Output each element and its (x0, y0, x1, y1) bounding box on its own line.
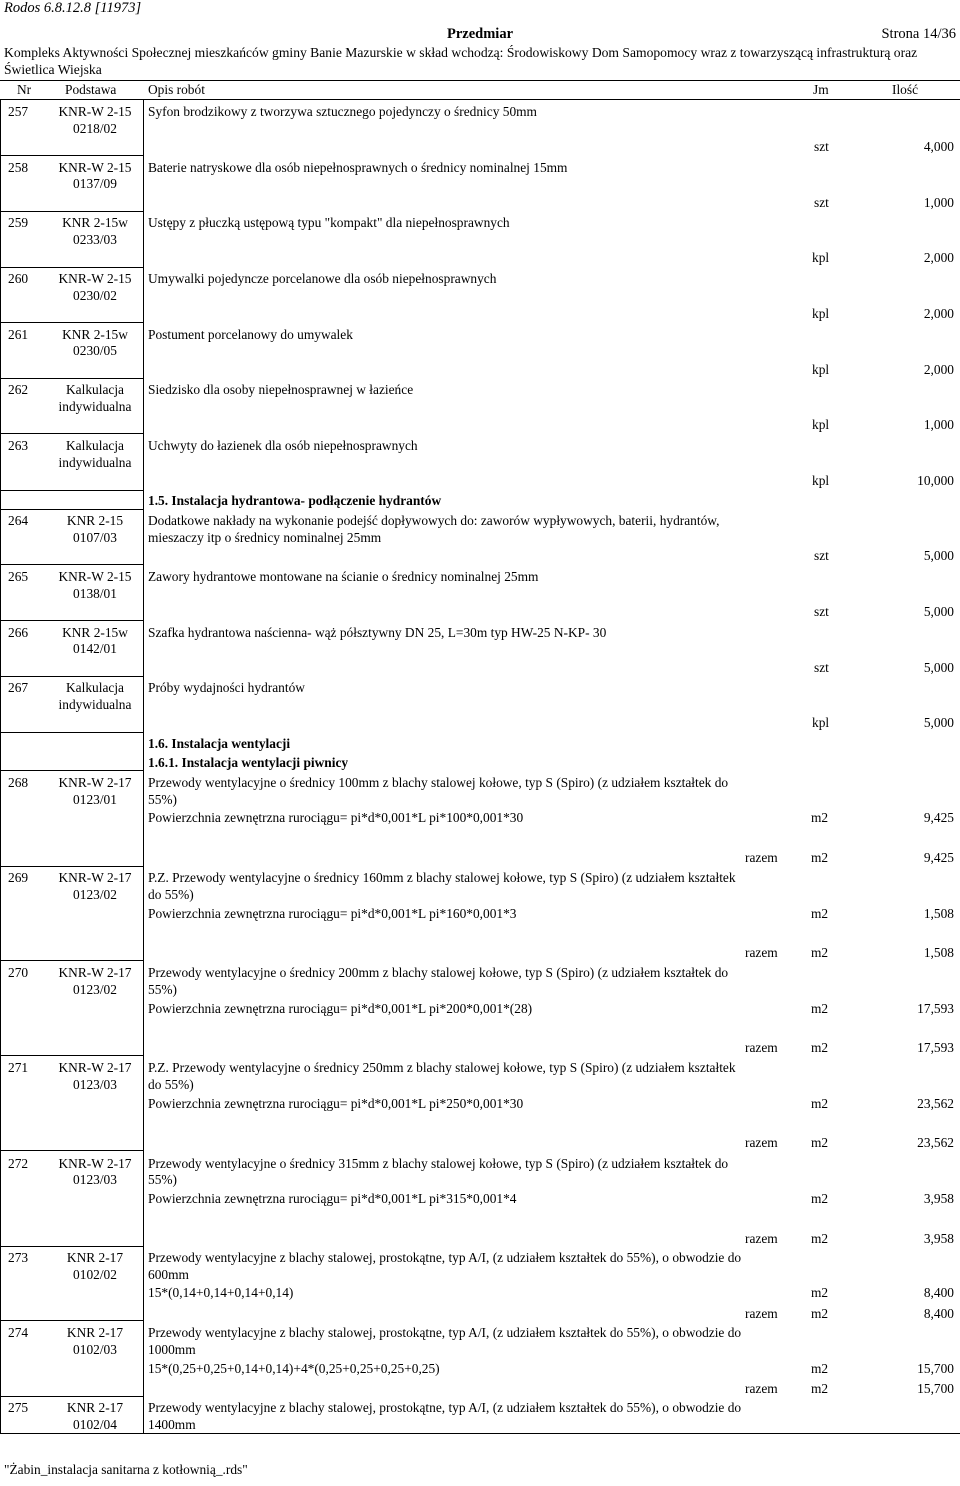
row-total-label: razem (745, 850, 778, 865)
row-calc-unit: m2 (811, 1285, 829, 1300)
row-nr: 267 (8, 680, 29, 695)
row-total-value: 8,400 (923, 1306, 954, 1321)
row-nr: 262 (8, 382, 29, 397)
row-quantity: 10,000 (917, 473, 954, 488)
row-description-cont: 1400mm (148, 1417, 196, 1432)
row-calculation: Powierzchnia zewnętrzna rurociągu= pi*d*0,001*L pi*160*0,001*3 (148, 906, 517, 921)
row-description-cont: 55%) (148, 1172, 178, 1187)
row-nr: 270 (8, 965, 29, 980)
header-top-rule (0, 80, 960, 81)
row-total-label: razem (745, 1306, 778, 1321)
column-header-nr: Nr (17, 82, 32, 97)
row-description-cont: 55%) (148, 982, 178, 997)
row-description-cont: do 55%) (148, 887, 194, 902)
row-unit: szt (814, 139, 829, 154)
row-calc-value: 9,425 (923, 810, 954, 825)
row-unit: kpl (812, 417, 830, 432)
row-podstawa-code: 0218/02 (73, 121, 117, 136)
row-nr: 272 (8, 1156, 29, 1171)
row-description-cont: do 55%) (148, 1077, 194, 1092)
row-description: Przewody wentylacyjne o średnicy 100mm z blachy stalowej kołowe, typ S (Spiro) (z udziałem kształtek do (148, 775, 729, 790)
row-podstawa-code: 0123/02 (73, 982, 117, 997)
row-quantity: 1,000 (923, 195, 954, 210)
row-podstawa: KNR 2-17 (66, 1250, 124, 1265)
row-podstawa: KNR 2-15 (66, 513, 124, 528)
column-header-ilosc: Ilość (892, 82, 919, 97)
row-total-label: razem (745, 1231, 778, 1246)
row-total-unit: m2 (811, 1040, 829, 1055)
row-quantity: 5,000 (923, 548, 954, 563)
row-calculation: Powierzchnia zewnętrzna rurociągu= pi*d*0,001*L pi*315*0,001*4 (148, 1191, 517, 1206)
row-total-value: 23,562 (917, 1135, 954, 1150)
row-calculation: 15*(0,14+0,14+0,14+0,14) (148, 1285, 294, 1300)
row-nr: 273 (8, 1250, 29, 1265)
row-total-value: 17,593 (917, 1040, 954, 1055)
row-nr: 263 (8, 438, 29, 453)
row-unit: kpl (812, 306, 830, 321)
row-description: Dodatkowe nakłady na wykonanie podejść dopływowych do: zaworów wypływowych, baterii, hydrantów, (148, 513, 720, 528)
row-podstawa-code: 0102/02 (73, 1267, 117, 1282)
row-podstawa-code: 0102/04 (73, 1417, 117, 1432)
row-calculation: Powierzchnia zewnętrzna rurociągu= pi*d*0,001*L pi*200*0,001*(28) (148, 1001, 533, 1016)
row-nr: 265 (8, 569, 29, 584)
row-description: Siedzisko dla osoby niepełnosprawnej w łazieńce (148, 382, 414, 397)
row-podstawa-code: 0142/01 (73, 641, 117, 656)
row-nr: 259 (8, 215, 29, 230)
row-calc-unit: m2 (811, 1001, 829, 1016)
row-description: Szafka hydrantowa naścienna- wąż półsztywny DN 25, L=30m typ HW-25 N-KP- 30 (148, 625, 607, 640)
row-total-unit: m2 (811, 1231, 829, 1246)
row-description: Zawory hydrantowe montowane na ścianie o średnicy nominalnej 25mm (148, 569, 539, 584)
row-nr: 271 (8, 1060, 29, 1075)
row-description: Syfon brodzikowy z tworzywa sztucznego pojedynczy o średnicy 50mm (148, 104, 537, 119)
row-total-unit: m2 (811, 1381, 829, 1396)
row-nr: 269 (8, 870, 29, 885)
row-podstawa: KNR-W 2-17 (58, 870, 132, 885)
row-total-value: 3,958 (923, 1231, 954, 1246)
row-podstawa: Kalkulacja (66, 438, 124, 453)
row-total-unit: m2 (811, 945, 829, 960)
row-podstawa: KNR 2-17 (66, 1400, 124, 1415)
row-nr: 261 (8, 327, 29, 342)
row-podstawa: KNR-W 2-17 (58, 1060, 132, 1075)
row-quantity: 2,000 (923, 306, 954, 321)
row-unit: kpl (812, 715, 830, 730)
row-podstawa: KNR 2-15w (62, 625, 128, 640)
row-podstawa: KNR-W 2-15 (58, 104, 132, 119)
row-unit: szt (814, 548, 829, 563)
section-heading-1-6-1: 1.6.1. Instalacja wentylacji piwnicy (148, 755, 349, 770)
row-podstawa-code: indywidualna (58, 399, 132, 414)
row-total-label: razem (745, 1135, 778, 1150)
row-calculation: Powierzchnia zewnętrzna rurociągu= pi*d*0,001*L pi*100*0,001*30 (148, 810, 524, 825)
row-description: Ustępy z płuczką ustępową typu "kompakt" dla niepełnosprawnych (148, 215, 510, 230)
page-number: Strona 14/36 (881, 26, 956, 42)
row-total-label: razem (745, 1381, 778, 1396)
row-quantity: 2,000 (923, 250, 954, 265)
row-podstawa: KNR-W 2-15 (58, 160, 132, 175)
row-podstawa-code: indywidualna (58, 697, 132, 712)
row-quantity: 5,000 (923, 604, 954, 619)
footer-filename: "Żabin_instalacja sanitarna z kotłownią_.rds" (4, 1462, 248, 1477)
row-unit: kpl (812, 362, 830, 377)
row-description: Przewody wentylacyjne o średnicy 200mm z blachy stalowej kołowe, typ S (Spiro) (z udziałem kształtek do (148, 965, 729, 980)
row-podstawa-code: 0102/03 (73, 1342, 117, 1357)
row-total-value: 9,425 (923, 850, 954, 865)
row-nr: 260 (8, 271, 29, 286)
row-unit: kpl (812, 473, 830, 488)
section-heading-1-5: 1.5. Instalacja hydrantowa- podłączenie hydrantów (148, 493, 442, 508)
row-calc-value: 15,700 (917, 1361, 954, 1376)
row-description-cont: mieszaczy itp o średnicy nominalnej 25mm (148, 530, 382, 545)
row-description: Baterie natryskowe dla osób niepełnosprawnych o średnicy nominalnej 15mm (148, 160, 568, 175)
project-title-line2: Świetlica Wiejska (4, 62, 102, 77)
row-quantity: 1,000 (923, 417, 954, 432)
row-description-cont: 600mm (148, 1267, 189, 1282)
row-podstawa: KNR-W 2-15 (58, 569, 132, 584)
document-title: Przedmiar (447, 26, 514, 42)
row-description-cont: 55%) (148, 792, 178, 807)
column-header-podstawa: Podstawa (65, 82, 117, 97)
row-podstawa: KNR 2-15w (62, 327, 128, 342)
row-podstawa-code: 0123/03 (73, 1077, 117, 1092)
row-quantity: 2,000 (923, 362, 954, 377)
row-podstawa: KNR 2-17 (66, 1325, 124, 1340)
row-total-value: 1,508 (923, 945, 954, 960)
row-podstawa-code: 0107/03 (73, 530, 117, 545)
row-description: Przewody wentylacyjne o średnicy 315mm z blachy stalowej kołowe, typ S (Spiro) (z udziałem kształtek do (148, 1156, 729, 1171)
row-podstawa-code: 0123/01 (73, 792, 117, 807)
section-heading-1-6: 1.6. Instalacja wentylacji (148, 736, 291, 751)
row-unit: kpl (812, 250, 830, 265)
row-unit: szt (814, 195, 829, 210)
row-calc-value: 3,958 (923, 1191, 954, 1206)
row-podstawa-code: 0230/02 (73, 288, 117, 303)
table-bottom-rule (0, 1433, 960, 1434)
row-nr: 275 (8, 1400, 29, 1415)
row-total-label: razem (745, 945, 778, 960)
row-calc-unit: m2 (811, 906, 829, 921)
row-podstawa: KNR-W 2-15 (58, 271, 132, 286)
row-description: Postument porcelanowy do umywalek (148, 327, 353, 342)
row-total-unit: m2 (811, 1306, 829, 1321)
row-podstawa: KNR-W 2-17 (58, 1156, 132, 1171)
row-calc-unit: m2 (811, 1096, 829, 1111)
row-podstawa-code: 0123/03 (73, 1172, 117, 1187)
row-podstawa: KNR-W 2-17 (58, 775, 132, 790)
row-calc-unit: m2 (811, 810, 829, 825)
row-nr: 266 (8, 625, 29, 640)
row-nr: 274 (8, 1325, 29, 1340)
row-description: Uchwyty do łazienek dla osób niepełnosprawnych (148, 438, 418, 453)
row-calculation: Powierzchnia zewnętrzna rurociągu= pi*d*0,001*L pi*250*0,001*30 (148, 1096, 524, 1111)
row-total-label: razem (745, 1040, 778, 1055)
row-unit: szt (814, 660, 829, 675)
row-podstawa: KNR-W 2-17 (58, 965, 132, 980)
row-description: P.Z. Przewody wentylacyjne o średnicy 160mm z blachy stalowej kołowe, typ S (Spiro) (z udziałem kształtek (148, 870, 736, 885)
row-podstawa-code: indywidualna (58, 455, 132, 470)
row-total-unit: m2 (811, 850, 829, 865)
header-bottom-rule (0, 99, 960, 100)
row-podstawa-code: 0137/09 (73, 176, 117, 191)
row-calc-value: 8,400 (923, 1285, 954, 1300)
row-quantity: 5,000 (923, 660, 954, 675)
row-nr: 257 (8, 104, 29, 119)
row-total-value: 15,700 (917, 1381, 954, 1396)
row-podstawa-code: 0233/03 (73, 232, 117, 247)
row-description: Umywalki pojedyncze porcelanowe dla osób niepełnosprawnych (148, 271, 497, 286)
row-unit: szt (814, 604, 829, 619)
project-title-line1: Kompleks Aktywności Społecznej mieszkańców gminy Banie Mazurskie w skład wchodzą: Środowiskowy Dom Samopomocy wraz z towarzyszącą infrastrukturą oraz (4, 45, 918, 60)
row-podstawa: KNR 2-15w (62, 215, 128, 230)
column-header-opis: Opis robót (148, 82, 205, 97)
row-description: Próby wydajności hydrantów (148, 680, 305, 695)
row-calc-unit: m2 (811, 1191, 829, 1206)
row-description: Przewody wentylacyjne z blachy stalowej, prostokątne, typ A/I, (z udziałem kształtek do 55%), o obwodzie do (148, 1250, 742, 1265)
row-podstawa: Kalkulacja (66, 382, 124, 397)
row-podstawa-code: 0138/01 (73, 586, 117, 601)
row-description: Przewody wentylacyjne z blachy stalowej, prostokątne, typ A/I, (z udziałem kształtek do 55%), o obwodzie do (148, 1400, 742, 1415)
row-calc-value: 23,562 (917, 1096, 954, 1111)
row-quantity: 4,000 (923, 139, 954, 154)
row-nr: 258 (8, 160, 29, 175)
row-podstawa-code: 0123/02 (73, 887, 117, 902)
row-podstawa: Kalkulacja (66, 680, 124, 695)
row-nr: 268 (8, 775, 29, 790)
column-header-jm: Jm (813, 82, 829, 97)
row-total-unit: m2 (811, 1135, 829, 1150)
row-description: Przewody wentylacyjne z blachy stalowej, prostokątne, typ A/I, (z udziałem kształtek do 55%), o obwodzie do (148, 1325, 742, 1340)
row-calc-value: 17,593 (917, 1001, 954, 1016)
row-description-cont: 1000mm (148, 1342, 196, 1357)
row-quantity: 5,000 (923, 715, 954, 730)
row-calculation: 15*(0,25+0,25+0,14+0,14)+4*(0,25+0,25+0,25+0,25) (148, 1361, 440, 1376)
row-calc-value: 1,508 (923, 906, 954, 921)
row-description: P.Z. Przewody wentylacyjne o średnicy 250mm z blachy stalowej kołowe, typ S (Spiro) (z udziałem kształtek (148, 1060, 736, 1075)
row-podstawa-code: 0230/05 (73, 343, 117, 358)
row-calc-unit: m2 (811, 1361, 829, 1376)
row-nr: 264 (8, 513, 29, 528)
app-version-label: Rodos 6.8.12.8 [11973] (4, 0, 142, 16)
